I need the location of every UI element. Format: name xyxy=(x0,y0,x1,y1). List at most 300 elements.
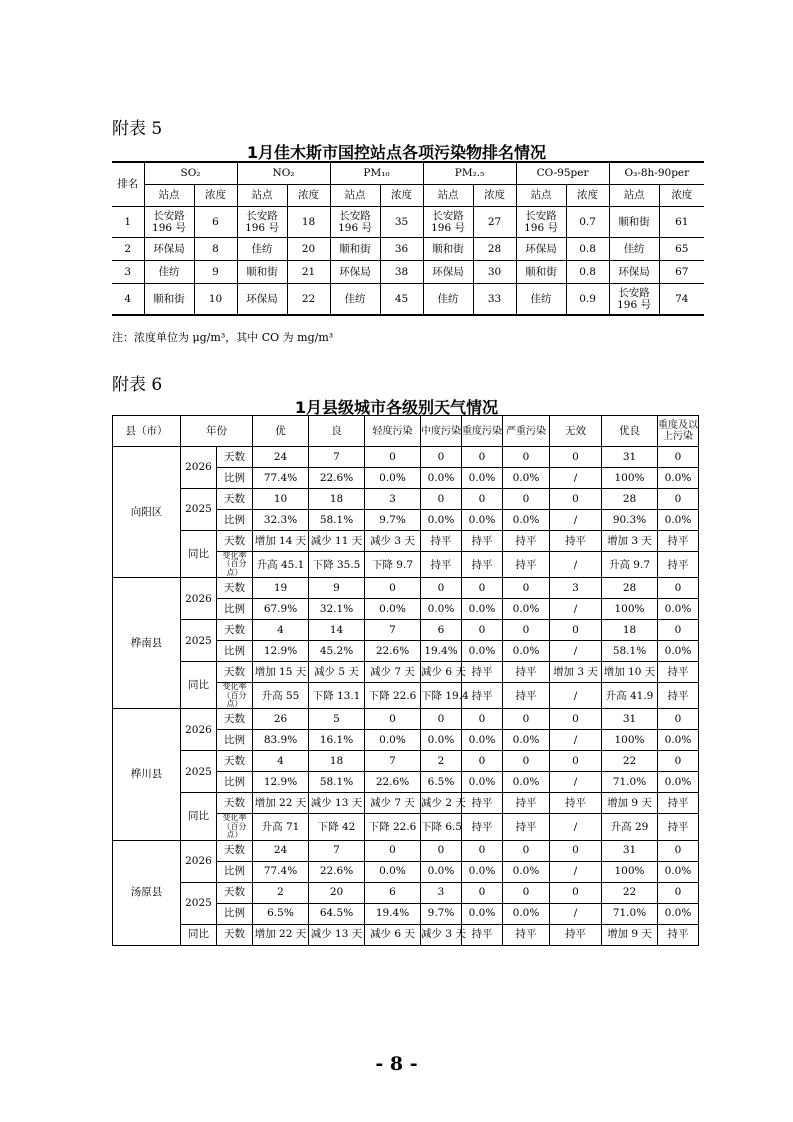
metric-label-cell: 天数 xyxy=(217,531,253,552)
table-cell: / xyxy=(550,599,602,620)
table-cell: / xyxy=(550,510,602,531)
table-cell: 下降 22.6 xyxy=(365,814,421,840)
metric-label-cell: 天数 xyxy=(217,578,253,599)
level-header: 优 xyxy=(253,416,309,447)
table-cell: 0 xyxy=(658,489,699,510)
table-cell: 持平 xyxy=(658,552,699,578)
table-cell: 28 xyxy=(602,489,658,510)
table-cell: 持平 xyxy=(462,552,503,578)
table-cell: 佳纺 xyxy=(144,261,194,284)
table-cell: 33 xyxy=(473,284,516,316)
metric-label-cell: 比例 xyxy=(217,468,253,489)
table-cell: 下降 6.5 xyxy=(421,814,462,840)
table-cell: 减少 13 天 xyxy=(309,793,365,814)
table-cell: 0 xyxy=(550,447,602,468)
table-cell: 18 xyxy=(287,207,330,238)
table-cell: 0.0% xyxy=(462,468,503,489)
table-cell: 2 xyxy=(112,238,144,261)
table-cell: 6.5% xyxy=(421,772,462,793)
table-cell: 0 xyxy=(503,620,550,641)
conc-subheader: 浓度 xyxy=(473,185,516,207)
table-cell: 佳纺 xyxy=(516,284,566,316)
table-cell: 持平 xyxy=(462,683,503,709)
table-cell: 0 xyxy=(658,840,699,861)
table-cell: 0 xyxy=(462,882,503,903)
table-cell: 4 xyxy=(253,751,309,772)
table-cell: 持平 xyxy=(462,662,503,683)
year-header: 年份 xyxy=(181,416,253,447)
table-cell: 71.0% xyxy=(602,903,658,924)
table-cell: 环保局 xyxy=(144,238,194,261)
level-header: 中度污染 xyxy=(421,416,462,447)
table-cell: / xyxy=(550,641,602,662)
metric-label-cell: 天数 xyxy=(217,882,253,903)
table-cell: 0 xyxy=(550,620,602,641)
metric-label-cell: 天数 xyxy=(217,662,253,683)
table-cell: 0.0% xyxy=(462,861,503,882)
table-cell: 持平 xyxy=(658,814,699,840)
table-row xyxy=(112,238,704,261)
table-cell: 83.9% xyxy=(253,730,309,751)
metric-label-cell: 比例 xyxy=(217,861,253,882)
table-row xyxy=(113,662,699,683)
table-cell: 顺和街 xyxy=(330,238,380,261)
page-number: - 8 - xyxy=(375,1053,418,1075)
metric-label-cell: 变化率（百分点） xyxy=(217,814,253,840)
table-cell: 0 xyxy=(421,578,462,599)
table-cell: 0 xyxy=(462,578,503,599)
table-cell: 持平 xyxy=(503,662,550,683)
year-cell: 2026 xyxy=(181,447,217,489)
table-cell: 22.6% xyxy=(365,772,421,793)
table-cell: 升高 45.1 xyxy=(253,552,309,578)
table6-header-row xyxy=(113,416,699,447)
site-subheader: 站点 xyxy=(423,185,473,207)
table-cell: / xyxy=(550,730,602,751)
table-cell: 31 xyxy=(602,840,658,861)
table-cell: 28 xyxy=(602,578,658,599)
table-row xyxy=(113,578,699,599)
yoy-cell: 同比 xyxy=(181,662,217,709)
table-cell: 持平 xyxy=(462,531,503,552)
table-cell: 0.0% xyxy=(421,730,462,751)
table-cell: 18 xyxy=(602,620,658,641)
table-cell: 3 xyxy=(112,261,144,284)
table-row xyxy=(113,620,699,641)
metric-label-cell: 比例 xyxy=(217,599,253,620)
table-cell: 增加 3 天 xyxy=(550,662,602,683)
table-cell: 58.1% xyxy=(309,772,365,793)
table-cell: 环保局 xyxy=(609,261,659,284)
table-cell: 0 xyxy=(658,620,699,641)
table5-title: 1月佳木斯市国控站点各项污染物排名情况 xyxy=(246,143,547,162)
metric-label-cell: 天数 xyxy=(217,709,253,730)
table-cell: 31 xyxy=(602,447,658,468)
metric-label-cell: 变化率（百分点） xyxy=(217,552,253,578)
table-cell: 24 xyxy=(253,840,309,861)
table-cell: 65 xyxy=(659,238,704,261)
pollutant-header: PM₂.₅ xyxy=(423,162,516,185)
table-row xyxy=(113,531,699,552)
appendix-6-label: 附表 6 xyxy=(112,375,163,395)
table-cell: 长安路196 号 xyxy=(609,284,659,316)
table-cell: 0.0% xyxy=(658,861,699,882)
table-cell: 减少 6 天 xyxy=(421,662,462,683)
table-cell: 0.0% xyxy=(658,772,699,793)
table-cell: 持平 xyxy=(550,531,602,552)
table-cell: 58.1% xyxy=(602,641,658,662)
table-cell: 6 xyxy=(421,620,462,641)
table-cell: 增加 22 天 xyxy=(253,793,309,814)
table-cell: 58.1% xyxy=(309,510,365,531)
table-cell: 0.0% xyxy=(462,730,503,751)
table-cell: 升高 9.7 xyxy=(602,552,658,578)
metric-label-cell: 天数 xyxy=(217,620,253,641)
table-cell: 顺和街 xyxy=(609,207,659,238)
table-cell: 增加 14 天 xyxy=(253,531,309,552)
table-cell: 减少 3 天 xyxy=(365,531,421,552)
pollutant-header: O₃-8h-90per xyxy=(609,162,704,185)
table-cell: 35 xyxy=(380,207,423,238)
table-cell: 3 xyxy=(421,882,462,903)
table-cell: 0 xyxy=(503,751,550,772)
table-cell: 0 xyxy=(462,709,503,730)
table-cell: 0.0% xyxy=(503,903,550,924)
table-cell: 0.0% xyxy=(503,730,550,751)
table-cell: 0.7 xyxy=(566,207,609,238)
level-header: 重度污染 xyxy=(462,416,503,447)
table-cell: 32.3% xyxy=(253,510,309,531)
level-header: 良 xyxy=(309,416,365,447)
table-row xyxy=(113,924,699,945)
table-cell: 5 xyxy=(309,709,365,730)
table-cell: 0.0% xyxy=(462,903,503,924)
table-cell: 9 xyxy=(309,578,365,599)
table-row xyxy=(113,840,699,861)
metric-label-cell: 天数 xyxy=(217,751,253,772)
table-cell: 0.0% xyxy=(421,510,462,531)
table-cell: 100% xyxy=(602,468,658,489)
table-cell: 9 xyxy=(194,261,237,284)
metric-label-cell: 比例 xyxy=(217,730,253,751)
level-header: 轻度污染 xyxy=(365,416,421,447)
metric-label-cell: 天数 xyxy=(217,840,253,861)
table-cell: 下降 22.6 xyxy=(365,683,421,709)
table-cell: 持平 xyxy=(421,552,462,578)
table-cell: 21 xyxy=(287,261,330,284)
table-cell: 0 xyxy=(365,447,421,468)
table-cell: 2 xyxy=(253,882,309,903)
table-cell: 持平 xyxy=(503,531,550,552)
table-cell: / xyxy=(550,903,602,924)
table-cell: 36 xyxy=(380,238,423,261)
table-cell: 持平 xyxy=(462,793,503,814)
table-cell: 减少 7 天 xyxy=(365,662,421,683)
table-cell: 67 xyxy=(659,261,704,284)
site-subheader: 站点 xyxy=(144,185,194,207)
unit-note: 注：浓度单位为 μg/m³，其中 CO 为 mg/m³ xyxy=(112,331,334,344)
table-cell: 100% xyxy=(602,599,658,620)
table-cell: 0 xyxy=(658,882,699,903)
table-cell: 减少 7 天 xyxy=(365,793,421,814)
table-cell: 0.0% xyxy=(658,599,699,620)
table-cell: / xyxy=(550,861,602,882)
conc-subheader: 浓度 xyxy=(287,185,330,207)
table-cell: 升高 71 xyxy=(253,814,309,840)
table-cell: 0.0% xyxy=(421,861,462,882)
table-cell: 长安路196 号 xyxy=(516,207,566,238)
conc-subheader: 浓度 xyxy=(659,185,704,207)
table-row xyxy=(112,284,704,316)
conc-subheader: 浓度 xyxy=(194,185,237,207)
table5-header-row xyxy=(112,162,704,185)
table-cell: 19.4% xyxy=(421,641,462,662)
table-cell: 0 xyxy=(421,447,462,468)
table-cell: 持平 xyxy=(503,552,550,578)
table-cell: 28 xyxy=(473,238,516,261)
table-cell: 0.0% xyxy=(503,861,550,882)
table-cell: 0 xyxy=(550,840,602,861)
table-cell: 0 xyxy=(462,840,503,861)
table-row xyxy=(112,261,704,284)
table-cell: 2 xyxy=(421,751,462,772)
conc-subheader: 浓度 xyxy=(380,185,423,207)
county-cell: 桦川县 xyxy=(113,709,181,840)
table-cell: 持平 xyxy=(503,814,550,840)
table-cell: 74 xyxy=(659,284,704,316)
table-cell: 10 xyxy=(253,489,309,510)
table-cell: 0.0% xyxy=(503,510,550,531)
table-cell: 12.9% xyxy=(253,641,309,662)
table-cell: 77.4% xyxy=(253,861,309,882)
table-cell: 0.9 xyxy=(566,284,609,316)
table-cell: 佳纺 xyxy=(423,284,473,316)
table-cell: 0.0% xyxy=(421,599,462,620)
table-cell: 0 xyxy=(503,489,550,510)
table-cell: 31 xyxy=(602,709,658,730)
table-cell: 升高 41.9 xyxy=(602,683,658,709)
table-row xyxy=(112,207,704,238)
table-cell: 0.0% xyxy=(462,772,503,793)
table-cell: 0.0% xyxy=(462,599,503,620)
table-cell: 22.6% xyxy=(309,468,365,489)
table-cell: 0 xyxy=(365,709,421,730)
metric-label-cell: 天数 xyxy=(217,447,253,468)
table-cell: 持平 xyxy=(658,924,699,945)
table-cell: 38 xyxy=(380,261,423,284)
table-cell: 7 xyxy=(309,840,365,861)
metric-label-cell: 天数 xyxy=(217,489,253,510)
table-cell: 持平 xyxy=(658,531,699,552)
table-cell: 持平 xyxy=(462,814,503,840)
table-cell: / xyxy=(550,552,602,578)
table-cell: 0.0% xyxy=(658,510,699,531)
table-cell: 减少 6 天 xyxy=(365,924,421,945)
table-cell: 持平 xyxy=(658,662,699,683)
table-cell: 环保局 xyxy=(237,284,287,316)
table-cell: 0 xyxy=(503,882,550,903)
table-cell: 10 xyxy=(194,284,237,316)
table-row xyxy=(113,793,699,814)
table-cell: 升高 55 xyxy=(253,683,309,709)
table-cell: 0 xyxy=(503,709,550,730)
table5-subheader-row xyxy=(112,185,704,207)
metric-label-cell: 比例 xyxy=(217,772,253,793)
table-cell: 下降 19.4 xyxy=(421,683,462,709)
table-cell: 持平 xyxy=(503,683,550,709)
table-cell: 0.0% xyxy=(658,468,699,489)
table-cell: 持平 xyxy=(550,924,602,945)
table-cell: 0 xyxy=(658,751,699,772)
table-cell: 0.0% xyxy=(462,510,503,531)
table-cell: 3 xyxy=(550,578,602,599)
yoy-cell: 同比 xyxy=(181,924,217,945)
table-cell: 0 xyxy=(550,751,602,772)
table-cell: 20 xyxy=(309,882,365,903)
table-cell: 顺和街 xyxy=(144,284,194,316)
table-row xyxy=(113,709,699,730)
table-cell: 77.4% xyxy=(253,468,309,489)
year-cell: 2025 xyxy=(181,882,217,924)
table-cell: 0.0% xyxy=(658,730,699,751)
table-cell: 0.0% xyxy=(365,730,421,751)
table-cell: 12.9% xyxy=(253,772,309,793)
level-header: 重度及以上污染 xyxy=(658,416,699,447)
table-cell: 顺和街 xyxy=(237,261,287,284)
table-cell: 增加 10 天 xyxy=(602,662,658,683)
table-cell: 0 xyxy=(365,840,421,861)
table-cell: 0.8 xyxy=(566,238,609,261)
table-cell: 减少 5 天 xyxy=(309,662,365,683)
table-cell: 0 xyxy=(658,447,699,468)
table-cell: / xyxy=(550,814,602,840)
table-cell: 7 xyxy=(365,751,421,772)
table-cell: 4 xyxy=(112,284,144,316)
metric-label-cell: 天数 xyxy=(217,793,253,814)
table-cell: 22 xyxy=(602,882,658,903)
table-cell: 0.0% xyxy=(421,468,462,489)
level-header: 优良 xyxy=(602,416,658,447)
table-cell: 下降 13.1 xyxy=(309,683,365,709)
yoy-cell: 同比 xyxy=(181,793,217,840)
table-cell: 0 xyxy=(462,447,503,468)
metric-label-cell: 天数 xyxy=(217,924,253,945)
table-cell: 4 xyxy=(253,620,309,641)
table-cell: 增加 9 天 xyxy=(602,793,658,814)
table-cell: 0.0% xyxy=(365,599,421,620)
table-cell: 6.5% xyxy=(253,903,309,924)
table-cell: 0 xyxy=(462,620,503,641)
table-cell: 长安路196 号 xyxy=(330,207,380,238)
rank-header: 排名 xyxy=(112,162,144,207)
table-cell: 持平 xyxy=(658,683,699,709)
table-cell: 增加 15 天 xyxy=(253,662,309,683)
site-subheader: 站点 xyxy=(516,185,566,207)
metric-label-cell: 比例 xyxy=(217,641,253,662)
table-row xyxy=(113,447,699,468)
table-cell: 减少 2 天 xyxy=(421,793,462,814)
table-cell: 7 xyxy=(309,447,365,468)
table-cell: 67.9% xyxy=(253,599,309,620)
county-cell: 汤原县 xyxy=(113,840,181,945)
table-cell: 升高 29 xyxy=(602,814,658,840)
pollutant-header: SO₂ xyxy=(144,162,237,185)
year-cell: 2025 xyxy=(181,751,217,793)
table-cell: 8 xyxy=(194,238,237,261)
table-cell: 22.6% xyxy=(309,861,365,882)
table-cell: 长安路196 号 xyxy=(237,207,287,238)
table-cell: 71.0% xyxy=(602,772,658,793)
table-cell: 0 xyxy=(365,578,421,599)
table-cell: 持平 xyxy=(503,924,550,945)
county-cell: 向阳区 xyxy=(113,447,181,578)
table-cell: 减少 11 天 xyxy=(309,531,365,552)
table-cell: 环保局 xyxy=(330,261,380,284)
county-cell: 桦南县 xyxy=(113,578,181,709)
appendix-5-label: 附表 5 xyxy=(112,119,163,139)
table-cell: 90.3% xyxy=(602,510,658,531)
table-cell: 16.1% xyxy=(309,730,365,751)
table-cell: 14 xyxy=(309,620,365,641)
table-cell: 18 xyxy=(309,751,365,772)
table-cell: 佳纺 xyxy=(330,284,380,316)
table-cell: 0.0% xyxy=(365,861,421,882)
pollutant-header: NO₂ xyxy=(237,162,330,185)
table-cell: 增加 3 天 xyxy=(602,531,658,552)
table-cell: 19 xyxy=(253,578,309,599)
table-cell: 61 xyxy=(659,207,704,238)
table-cell: 0 xyxy=(462,751,503,772)
table-cell: 顺和街 xyxy=(516,261,566,284)
year-cell: 2025 xyxy=(181,620,217,662)
table-cell: 64.5% xyxy=(309,903,365,924)
year-cell: 2026 xyxy=(181,709,217,751)
table-cell: 22 xyxy=(602,751,658,772)
table-row xyxy=(113,489,699,510)
table-cell: 增加 22 天 xyxy=(253,924,309,945)
table-cell: 持平 xyxy=(503,793,550,814)
table-cell: 环保局 xyxy=(516,238,566,261)
table-cell: 0.0% xyxy=(503,641,550,662)
metric-label-cell: 变化率（百分点） xyxy=(217,683,253,709)
site-subheader: 站点 xyxy=(609,185,659,207)
site-subheader: 站点 xyxy=(237,185,287,207)
table-cell: 0 xyxy=(503,840,550,861)
table-cell: 0.0% xyxy=(503,468,550,489)
level-header: 无效 xyxy=(550,416,602,447)
year-cell: 2026 xyxy=(181,840,217,882)
table-cell: 减少 13 天 xyxy=(309,924,365,945)
table-cell: 增加 9 天 xyxy=(602,924,658,945)
table-cell: 佳纺 xyxy=(237,238,287,261)
table-cell: 0 xyxy=(421,489,462,510)
table-cell: 0.0% xyxy=(658,903,699,924)
pollutant-header: PM₁₀ xyxy=(330,162,423,185)
year-cell: 2026 xyxy=(181,578,217,620)
table-cell: 下降 35.5 xyxy=(309,552,365,578)
table-cell: 9.7% xyxy=(365,510,421,531)
table-cell: 22 xyxy=(287,284,330,316)
table-cell: 环保局 xyxy=(423,261,473,284)
table-cell: 0 xyxy=(421,709,462,730)
table-cell: 1 xyxy=(112,207,144,238)
table-cell: / xyxy=(550,683,602,709)
table-cell: 长安路196 号 xyxy=(423,207,473,238)
table-cell: 0 xyxy=(550,489,602,510)
table-cell: 6 xyxy=(194,207,237,238)
table-cell: 减少 3 天 xyxy=(421,924,462,945)
year-cell: 2025 xyxy=(181,489,217,531)
